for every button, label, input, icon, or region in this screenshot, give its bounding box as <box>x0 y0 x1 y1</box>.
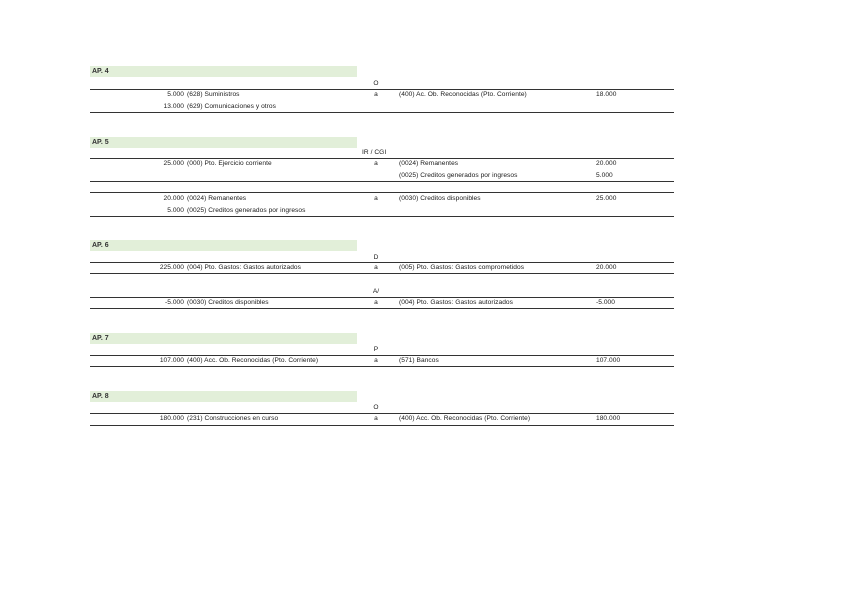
credit-amount: 107.000 <box>596 357 621 364</box>
debit-amount: 5.000 <box>167 207 184 214</box>
divider-line <box>90 89 674 90</box>
divider-line <box>90 297 674 298</box>
credit-amount: 25.000 <box>596 195 617 202</box>
divider-line <box>90 112 674 113</box>
entry-type-label: O <box>373 404 379 411</box>
connector-a: a <box>374 299 378 306</box>
debit-account: (0024) Remanentes <box>187 195 247 202</box>
credit-account: (0025) Creditos generados por ingresos <box>399 172 518 179</box>
connector-a: a <box>374 357 378 364</box>
credit-account: (400) Acc. Ob. Reconocidas (Pto. Corriente) <box>399 415 531 422</box>
credit-account: (400) Ac. Ob. Reconocidas (Pto. Corriente) <box>399 91 527 98</box>
debit-account: (004) Pto. Gastos: Gastos autorizados <box>187 264 301 271</box>
debit-account: (628) Suministros <box>187 91 240 98</box>
credit-amount: 18.000 <box>596 91 617 98</box>
debit-amount: 5.000 <box>167 91 184 98</box>
connector-a: a <box>374 160 378 167</box>
debit-amount: 180.000 <box>159 415 184 422</box>
entry-type-label: P <box>373 346 379 353</box>
debit-account: (629) Comunicaciones y otros <box>187 103 276 110</box>
credit-account: (0024) Remanentes <box>399 160 459 167</box>
debit-amount: 107.000 <box>159 357 184 364</box>
credit-account: (571) Bancos <box>399 357 439 364</box>
divider-line <box>90 355 674 356</box>
section-header-ap4: AP. 4 <box>90 66 357 77</box>
debit-amount: -5.000 <box>165 299 184 306</box>
debit-account: (400) Acc. Ob. Reconocidas (Pto. Corriente) <box>187 357 319 364</box>
section-header-ap7: AP. 7 <box>90 333 357 344</box>
divider-line <box>90 181 674 182</box>
debit-account: (0025) Creditos generados por ingresos <box>187 207 306 214</box>
credit-amount: 20.000 <box>596 160 617 167</box>
credit-account: (0030) Creditos disponibles <box>399 195 481 202</box>
divider-line <box>90 308 674 309</box>
credit-amount: 180.000 <box>596 415 621 422</box>
divider-line <box>90 425 674 426</box>
connector-a: a <box>374 91 378 98</box>
divider-line <box>90 366 674 367</box>
credit-account: (004) Pto. Gastos: Gastos autorizados <box>399 299 513 306</box>
connector-a: a <box>374 415 378 422</box>
section-header-ap8: AP. 8 <box>90 391 357 402</box>
debit-account: (0030) Creditos disponibles <box>187 299 269 306</box>
connector-a: a <box>374 195 378 202</box>
debit-account: (000) Pto. Ejercicio corriente <box>187 160 272 167</box>
debit-amount: 225.000 <box>159 264 184 271</box>
section-header-ap5: AP. 5 <box>90 137 357 148</box>
divider-line <box>90 273 674 274</box>
debit-amount: 25.000 <box>163 160 184 167</box>
debit-account: (231) Construcciones en curso <box>187 415 279 422</box>
divider-line <box>90 262 674 263</box>
entry-type-label: D <box>373 254 379 261</box>
entry-type-label: IR / CGI <box>362 149 387 156</box>
divider-line <box>90 216 674 217</box>
debit-amount: 13.000 <box>163 103 184 110</box>
credit-amount: -5.000 <box>596 299 615 306</box>
credit-amount: 5.000 <box>596 172 613 179</box>
section-header-ap6: AP. 6 <box>90 240 357 251</box>
credit-account: (005) Pto. Gastos: Gastos comprometidos <box>399 264 525 271</box>
credit-amount: 20.000 <box>596 264 617 271</box>
entry-type-label: O <box>373 80 379 87</box>
debit-amount: 20.000 <box>163 195 184 202</box>
divider-line <box>90 192 674 193</box>
divider-line <box>90 158 674 159</box>
entry-type-label: A/ <box>372 288 380 295</box>
divider-line <box>90 413 674 414</box>
connector-a: a <box>374 264 378 271</box>
